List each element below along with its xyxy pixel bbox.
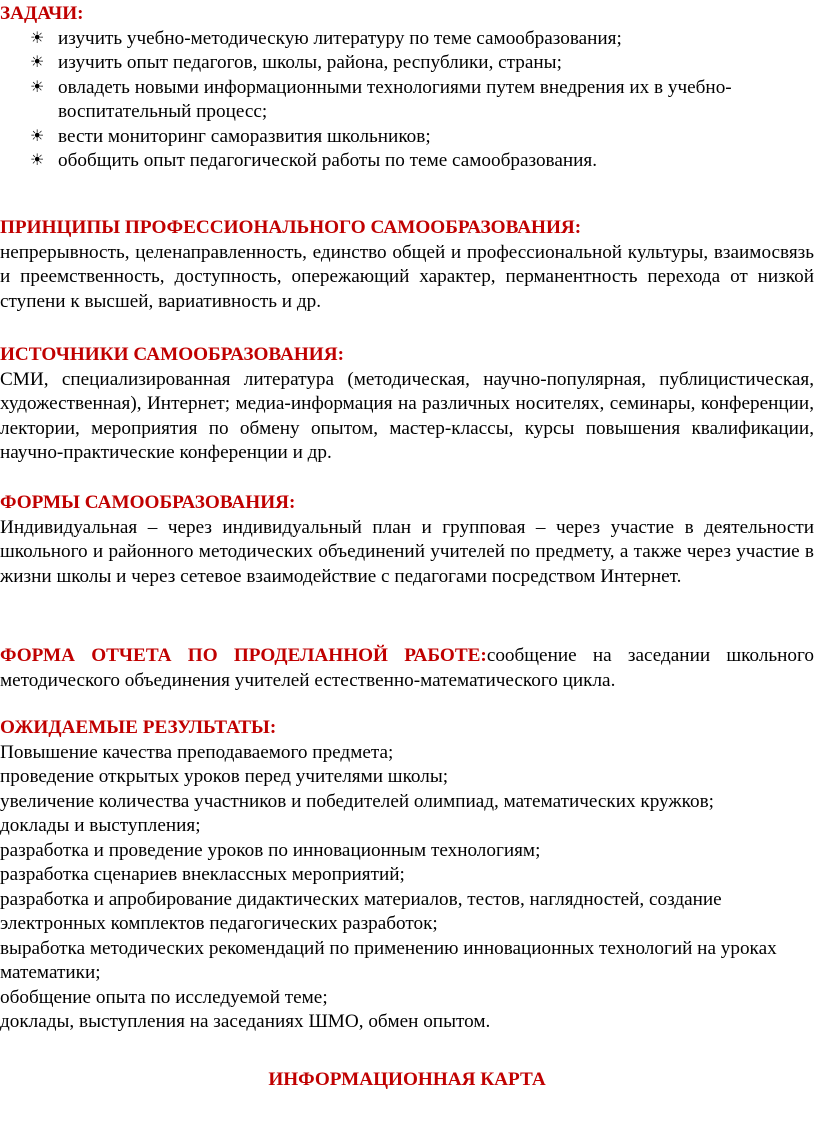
info-card-title: ИНФОРМАЦИОННАЯ КАРТА bbox=[268, 1069, 546, 1090]
tasks-section bbox=[0, 2, 814, 174]
forms-heading: ФОРМЫ САМООБРАЗОВАНИЯ: bbox=[0, 492, 296, 513]
list-item bbox=[0, 76, 814, 125]
principles-section bbox=[0, 216, 814, 314]
list-item bbox=[0, 125, 814, 150]
list-item: разработка и проведение уроков по инновационным технологиям; bbox=[0, 839, 541, 861]
task-text: изучить опыт педагогов, школы, района, республики, страны; bbox=[58, 52, 562, 73]
list-item: увеличение количества участников и победителей олимпиад, математических кружков; bbox=[0, 790, 714, 812]
task-text: овладеть новыми информационными технологиями путем внедрения их в учебно-воспитательный процесс; bbox=[58, 76, 732, 122]
report-section bbox=[0, 644, 814, 693]
report-heading: ФОРМА ОТЧЕТА ПО ПРОДЕЛАННОЙ РАБОТЕ: bbox=[0, 645, 487, 666]
list-item: разработка и апробирование дидактических материалов, тестов, наглядностей, создание электронных комплектов педагогических разработок; bbox=[0, 888, 722, 934]
principles-text: непрерывность, целенаправленность, единство общей и профессиональной культуры, взаимосвязь и преемственность, доступность, опережающий характер, перманентность перехода от низкой ступени к высшей, вариативность и др. bbox=[0, 241, 814, 312]
forms-section bbox=[0, 491, 814, 589]
sources-heading: ИСТОЧНИКИ САМООБРАЗОВАНИЯ: bbox=[0, 344, 344, 365]
list-item: проведение открытых уроков перед учителями школы; bbox=[0, 766, 449, 787]
task-text: вести мониторинг саморазвития школьников; bbox=[58, 125, 431, 147]
results-section bbox=[0, 716, 814, 1035]
list-item: доклады и выступления; bbox=[0, 815, 201, 836]
sun-icon: ☀ bbox=[30, 127, 45, 145]
sources-text: СМИ, специализированная литература (методическая, научно-популярная, публицистическая, художественная), Интернет; медиа-информация на различных носителях, семинары, конференции, лектории, мероприятия по обмену опытом, мастер-классы, курсы повышения квалификации, научно-практические конференции и др. bbox=[0, 368, 814, 463]
sources-section bbox=[0, 343, 814, 466]
list-item bbox=[0, 27, 814, 52]
list-item: Повышение качества преподаваемого предмета; bbox=[0, 741, 394, 763]
tasks-list bbox=[0, 27, 814, 174]
sun-icon: ☀ bbox=[30, 152, 45, 169]
results-heading: ОЖИДАЕМЫЕ РЕЗУЛЬТАТЫ: bbox=[0, 717, 277, 738]
forms-text: Индивидуальная – через индивидуальный план и групповая – через участие в деятельности школьного и районного методических объединений учителей по предмету, а также через участие в жизни школы и через сетевое взаимодействие с педагогами посредством Интернет. bbox=[0, 516, 814, 587]
list-item: обобщение опыта по исследуемой теме; bbox=[0, 986, 328, 1008]
principles-heading: ПРИНЦИПЫ ПРОФЕССИОНАЛЬНОГО САМООБРАЗОВАНИЯ: bbox=[0, 217, 582, 238]
list-item: доклады, выступления на заседаниях ШМО, обмен опытом. bbox=[0, 1011, 491, 1032]
task-text: изучить учебно-методическую литературу по теме самообразования; bbox=[58, 27, 622, 49]
list-item: разработка сценариев внеклассных мероприятий; bbox=[0, 864, 405, 885]
list-item: выработка методических рекомендаций по применению инновационных технологий на уроках математики; bbox=[0, 937, 777, 983]
sun-icon: ☀ bbox=[30, 29, 45, 47]
report-paragraph bbox=[0, 644, 814, 693]
tasks-heading: ЗАДАЧИ: bbox=[0, 3, 84, 24]
task-text: обобщить опыт педагогической работы по теме самообразования. bbox=[58, 150, 598, 171]
sun-icon: ☀ bbox=[30, 78, 45, 96]
report-text: сообщение на заседании школьного методического объединения учителей естественно-математического цикла. bbox=[0, 645, 814, 691]
list-item bbox=[0, 51, 814, 76]
results-list bbox=[0, 741, 814, 1035]
list-item bbox=[0, 149, 814, 174]
sun-icon: ☀ bbox=[30, 54, 45, 71]
